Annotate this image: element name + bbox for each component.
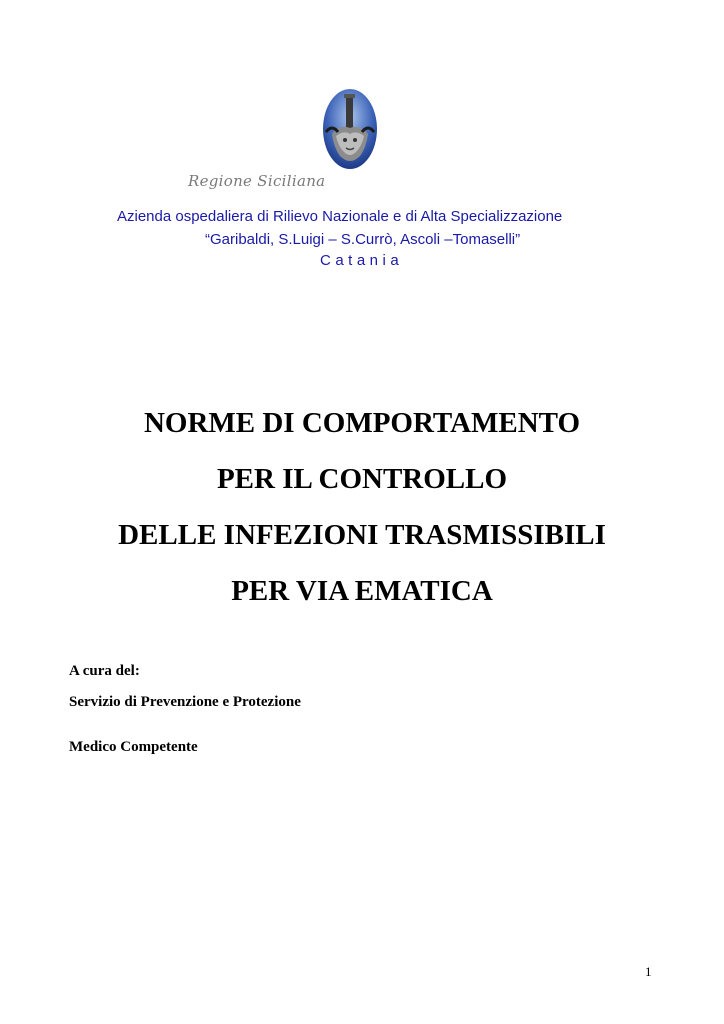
document-title-line-1: NORME DI COMPORTAMENTO (143, 407, 581, 439)
region-name: Regione Siciliana (188, 172, 326, 190)
credits-doctor: Medico Competente (69, 739, 198, 755)
sicilian-emblem-oval-icon (322, 88, 378, 170)
organization-name: Azienda ospedaliera di Rilievo Nazionale e di Alta Specializzazione (117, 208, 563, 225)
hospital-names: “Garibaldi, S.Luigi – S.Currò, Ascoli –Tomaselli” (205, 231, 521, 248)
document-title-line-3: DELLE INFEZIONI TRASMISSIBILI (118, 519, 606, 551)
credits-service: Servizio di Prevenzione e Protezione (69, 694, 301, 710)
city-name: Catania (320, 252, 404, 269)
page-number: 1 (645, 964, 652, 979)
document-title-line-4: PER VIA EMATICA (231, 575, 493, 607)
document-title-line-2: PER IL CONTROLLO (216, 463, 508, 495)
credits-label: A cura del: (69, 663, 140, 679)
